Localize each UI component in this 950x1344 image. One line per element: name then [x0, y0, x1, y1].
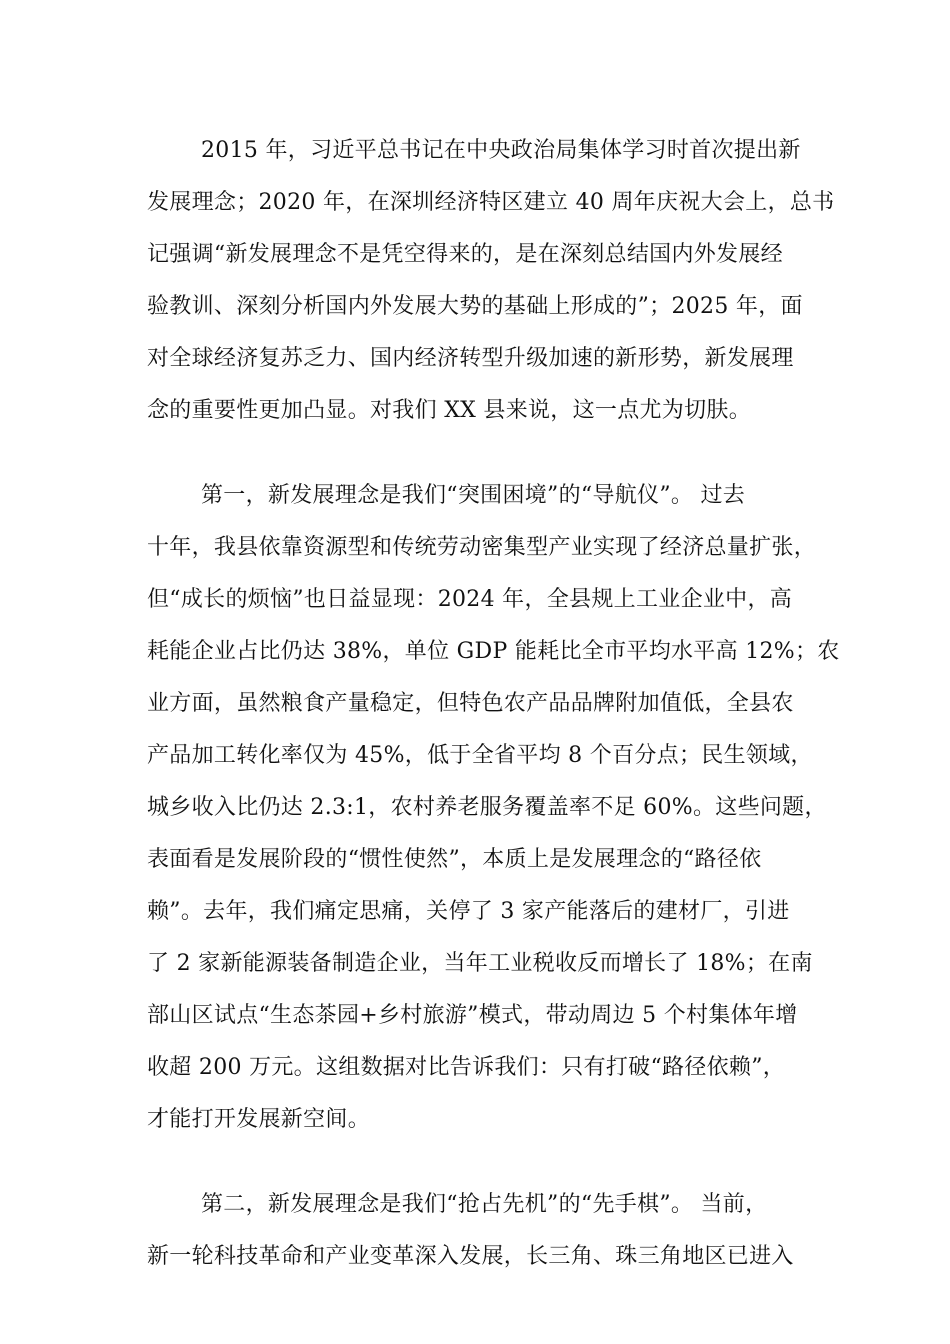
paragraph-line: 了 2 家新能源装备制造企业，当年工业税收反而增长了 18%；在南 — [147, 951, 813, 976]
paragraph-spacer — [147, 437, 827, 470]
paragraph-line: 第一，新发展理念是我们“突围困境”的“导航仪”。 过去 — [201, 483, 746, 508]
document-body — [147, 125, 840, 1283]
paragraph-line: 部山区试点“生态茶园+乡村旅游”模式，带动周边 5 个村集体年增 — [147, 1003, 798, 1028]
paragraph-line: 赖”。去年，我们痛定思痛，关停了 3 家产能落后的建材厂，引进 — [147, 899, 790, 924]
paragraph-spacer — [147, 1146, 827, 1179]
paragraph-line: 业方面，虽然粮食产量稳定，但特色农产品品牌附加值低，全县农 — [147, 691, 794, 716]
paragraph-line: 记强调“新发展理念不是凭空得来的，是在深刻总结国内外发展经 — [147, 242, 783, 267]
paragraph-line: 验教训、深刻分析国内外发展大势的基础上形成的”；2025 年，面 — [147, 294, 803, 319]
paragraph-line: 但“成长的烦恼”也日益显现：2024 年，全县规上工业企业中，高 — [147, 587, 793, 612]
paragraph-first-point — [147, 470, 840, 1146]
paragraph-second-point — [147, 1179, 827, 1283]
paragraph-line: 发展理念；2020 年，在深圳经济特区建立 40 周年庆祝大会上，总书 — [147, 190, 835, 215]
paragraph-line: 收超 200 万元。这组数据对比告诉我们：只有打破“路径依赖”， — [147, 1055, 786, 1080]
paragraph-line: 城乡收入比仍达 2.3:1，农村养老服务覆盖率不足 60%。这些问题， — [147, 795, 827, 820]
paragraph-line: 才能打开发展新空间。 — [147, 1107, 371, 1132]
paragraph-line: 第二，新发展理念是我们“抢占先机”的“先手棋”。 当前， — [201, 1192, 768, 1217]
paragraph-line: 耗能企业占比仍达 38%，单位 GDP 能耗比全市平均水平高 12%；农 — [147, 639, 840, 664]
paragraph-line: 2015 年，习近平总书记在中央政治局集体学习时首次提出新 — [201, 138, 801, 163]
paragraph-intro — [147, 125, 835, 437]
paragraph-line: 十年，我县依靠资源型和传统劳动密集型产业实现了经济总量扩张， — [147, 535, 817, 560]
paragraph-line: 对全球经济复苏乏力、国内经济转型升级加速的新形势，新发展理 — [147, 346, 794, 371]
paragraph-line: 新一轮科技革命和产业变革深入发展，长三角、珠三角地区已进入 — [147, 1244, 794, 1269]
paragraph-line: 表面看是发展阶段的“惯性使然”，本质上是发展理念的“路径依 — [147, 847, 762, 872]
paragraph-line: 产品加工转化率仅为 45%，低于全省平均 8 个百分点；民生领域， — [147, 743, 813, 768]
paragraph-line: 念的重要性更加凸显。对我们 XX 县来说，这一点尤为切肤。 — [147, 398, 752, 423]
